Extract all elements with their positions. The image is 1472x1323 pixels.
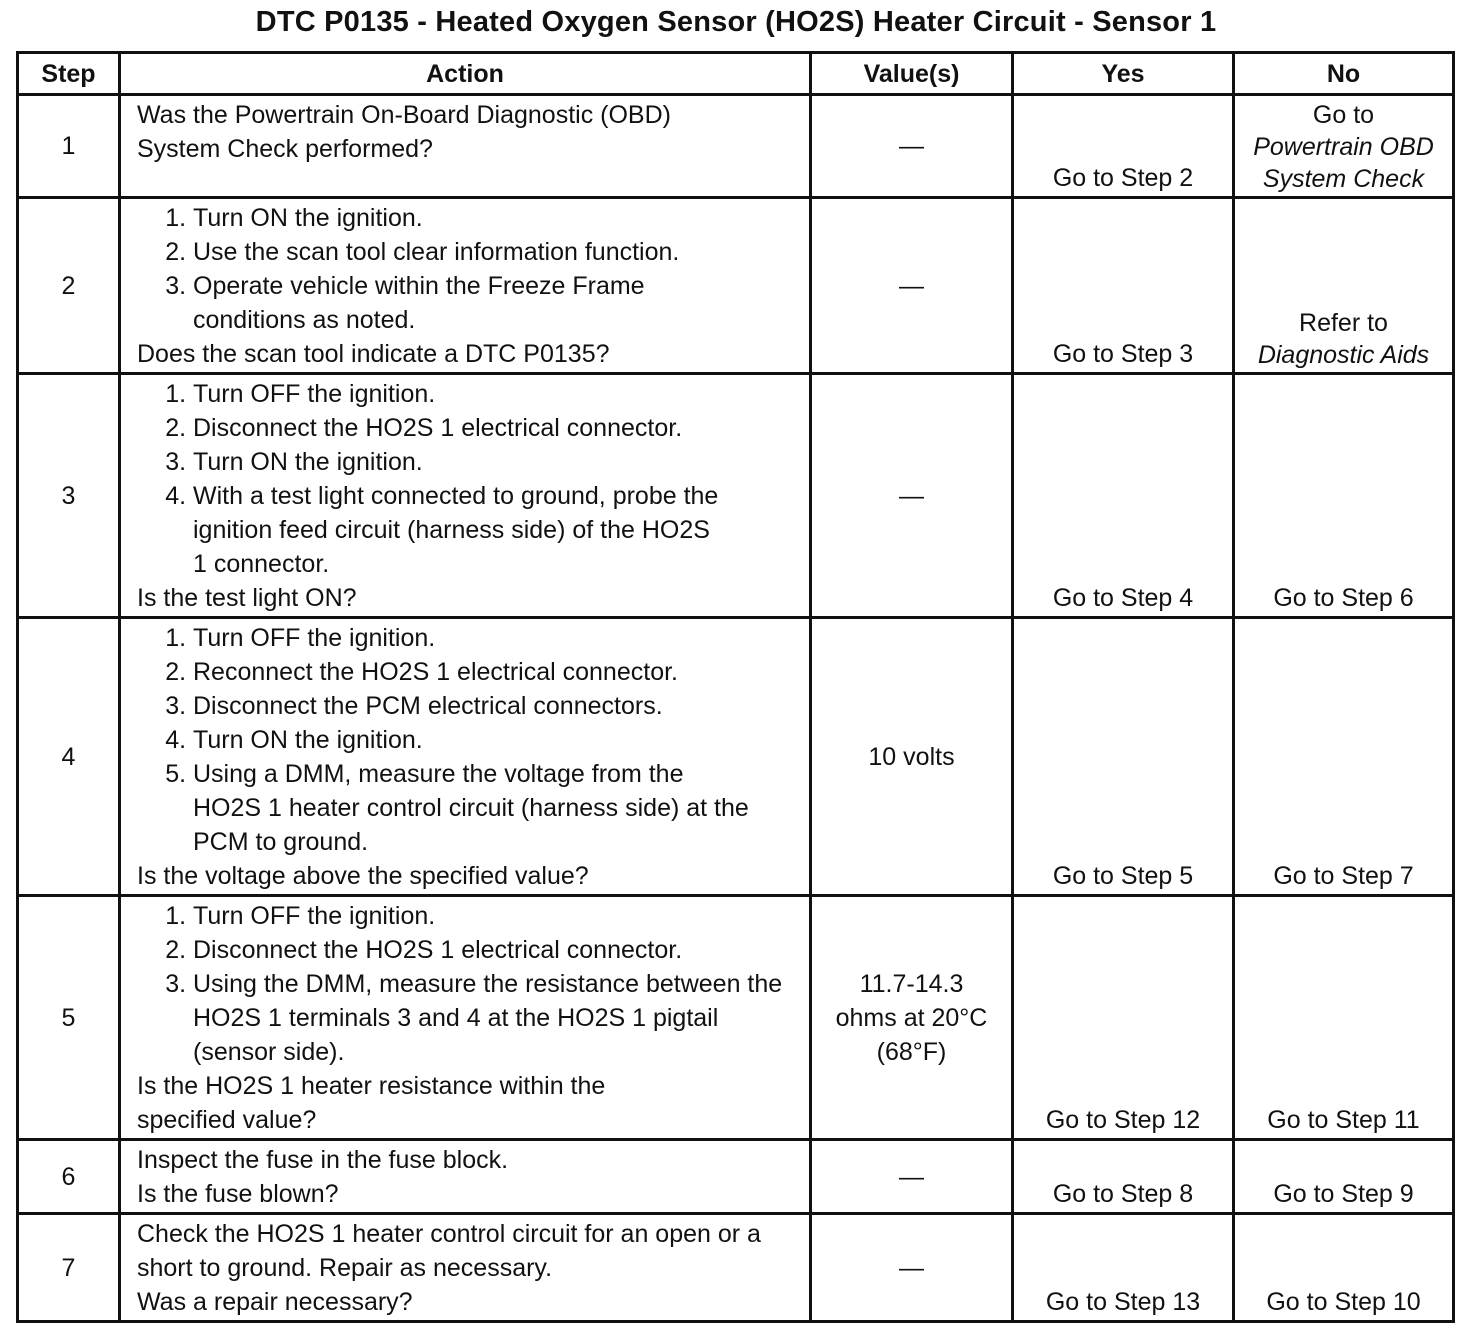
no-cell — [1234, 198, 1454, 374]
yes-cell: Go to Step 13 — [1013, 1214, 1234, 1322]
substep-item: 1. Turn OFF the ignition. — [193, 621, 797, 655]
substep-item: 4. Turn ON the ignition. — [193, 723, 797, 757]
substep-item: 3. Turn ON the ignition. — [193, 445, 797, 479]
table-header-row — [18, 53, 1454, 95]
header-step: Step — [18, 53, 120, 95]
header-no: No — [1234, 53, 1454, 95]
step-number: 5 — [18, 896, 120, 1140]
step-number: 1 — [18, 95, 120, 198]
value-cell: — — [811, 374, 1013, 618]
no-cell: Go to Step 11 — [1234, 896, 1454, 1140]
step-number: 6 — [18, 1140, 120, 1214]
yes-cell: Go to Step 12 — [1013, 896, 1234, 1140]
value-cell: 11.7-14.3 ohms at 20°C (68°F) — [811, 896, 1013, 1140]
substep-item: 2. Use the scan tool clear information function. — [193, 235, 797, 269]
table-row — [18, 95, 1454, 198]
substep-item: 2. Disconnect the HO2S 1 electrical connector. — [193, 933, 797, 967]
no-cell — [1234, 95, 1454, 198]
no-reference: Powertrain OBD System Check — [1253, 133, 1434, 193]
substep-item: 3. Using the DMM, measure the resistance between the HO2S 1 terminals 3 and 4 at the HO2S 1 pigtail (sensor side). — [193, 967, 797, 1069]
action-cell — [120, 198, 811, 374]
table-row — [18, 1140, 1454, 1214]
substep-item: 2. Disconnect the HO2S 1 electrical connector. — [193, 411, 797, 445]
no-cell: Go to Step 6 — [1234, 374, 1454, 618]
no-prefix: Refer to — [1299, 309, 1388, 337]
substep-list — [137, 201, 797, 337]
table-row — [18, 198, 1454, 374]
value-cell: — — [811, 95, 1013, 198]
action-text: Inspect the fuse in the fuse block. — [137, 1146, 509, 1174]
substep-item: 2. Reconnect the HO2S 1 electrical connector. — [193, 655, 797, 689]
action-cell — [120, 896, 811, 1140]
substep-item: 4. With a test light connected to ground, probe the ignition feed circuit (harness side) of the HO2S 1 connector. — [193, 479, 797, 581]
action-question: Is the fuse blown? — [137, 1180, 339, 1208]
action-question: Is the HO2S 1 heater resistance within the specified value? — [137, 1072, 606, 1134]
action-text: Check the HO2S 1 heater control circuit for an open or a short to ground. Repair as necessary. — [137, 1220, 761, 1282]
header-action: Action — [120, 53, 811, 95]
no-prefix: Go to — [1312, 101, 1375, 129]
no-cell: Go to Step 9 — [1234, 1140, 1454, 1214]
substep-item: 3. Operate vehicle within the Freeze Frame conditions as noted. — [193, 269, 797, 337]
action-cell — [120, 95, 811, 198]
no-cell: Go to Step 10 — [1234, 1214, 1454, 1322]
no-reference: Diagnostic Aids — [1257, 341, 1430, 369]
substep-item: 1. Turn ON the ignition. — [193, 201, 797, 235]
substep-list — [137, 899, 797, 1069]
page-title: DTC P0135 - Heated Oxygen Sensor (HO2S) Heater Circuit - Sensor 1 — [255, 6, 1217, 38]
table-row — [18, 1214, 1454, 1322]
table-row — [18, 618, 1454, 896]
table-row — [18, 896, 1454, 1140]
value-cell: 10 volts — [811, 618, 1013, 896]
action-text: Was the Powertrain On-Board Diagnostic (OBD) System Check performed? — [137, 101, 671, 163]
substep-list — [137, 621, 797, 859]
action-question: Was a repair necessary? — [137, 1288, 413, 1316]
action-cell — [120, 374, 811, 618]
header-values: Value(s) — [811, 53, 1013, 95]
action-cell — [120, 1140, 811, 1214]
substep-item: 1. Turn OFF the ignition. — [193, 377, 797, 411]
diagnostic-table — [16, 51, 1455, 1323]
step-number: 2 — [18, 198, 120, 374]
no-cell: Go to Step 7 — [1234, 618, 1454, 896]
table-row — [18, 374, 1454, 618]
yes-cell: Go to Step 3 — [1013, 198, 1234, 374]
yes-cell: Go to Step 4 — [1013, 374, 1234, 618]
action-question: Is the test light ON? — [137, 584, 357, 612]
yes-cell: Go to Step 8 — [1013, 1140, 1234, 1214]
step-number: 4 — [18, 618, 120, 896]
substep-list — [137, 377, 797, 581]
yes-cell: Go to Step 5 — [1013, 618, 1234, 896]
action-cell — [120, 1214, 811, 1322]
action-question: Is the voltage above the specified value? — [137, 862, 589, 890]
substep-item: 5. Using a DMM, measure the voltage from the HO2S 1 heater control circuit (harness side) at the PCM to ground. — [193, 757, 797, 859]
step-number: 7 — [18, 1214, 120, 1322]
substep-item: 1. Turn OFF the ignition. — [193, 899, 797, 933]
value-cell: — — [811, 198, 1013, 374]
value-cell: — — [811, 1214, 1013, 1322]
substep-item: 3. Disconnect the PCM electrical connectors. — [193, 689, 797, 723]
header-yes: Yes — [1013, 53, 1234, 95]
action-cell — [120, 618, 811, 896]
action-question: Does the scan tool indicate a DTC P0135? — [137, 340, 610, 368]
value-cell: — — [811, 1140, 1013, 1214]
yes-cell: Go to Step 2 — [1013, 95, 1234, 198]
step-number: 3 — [18, 374, 120, 618]
